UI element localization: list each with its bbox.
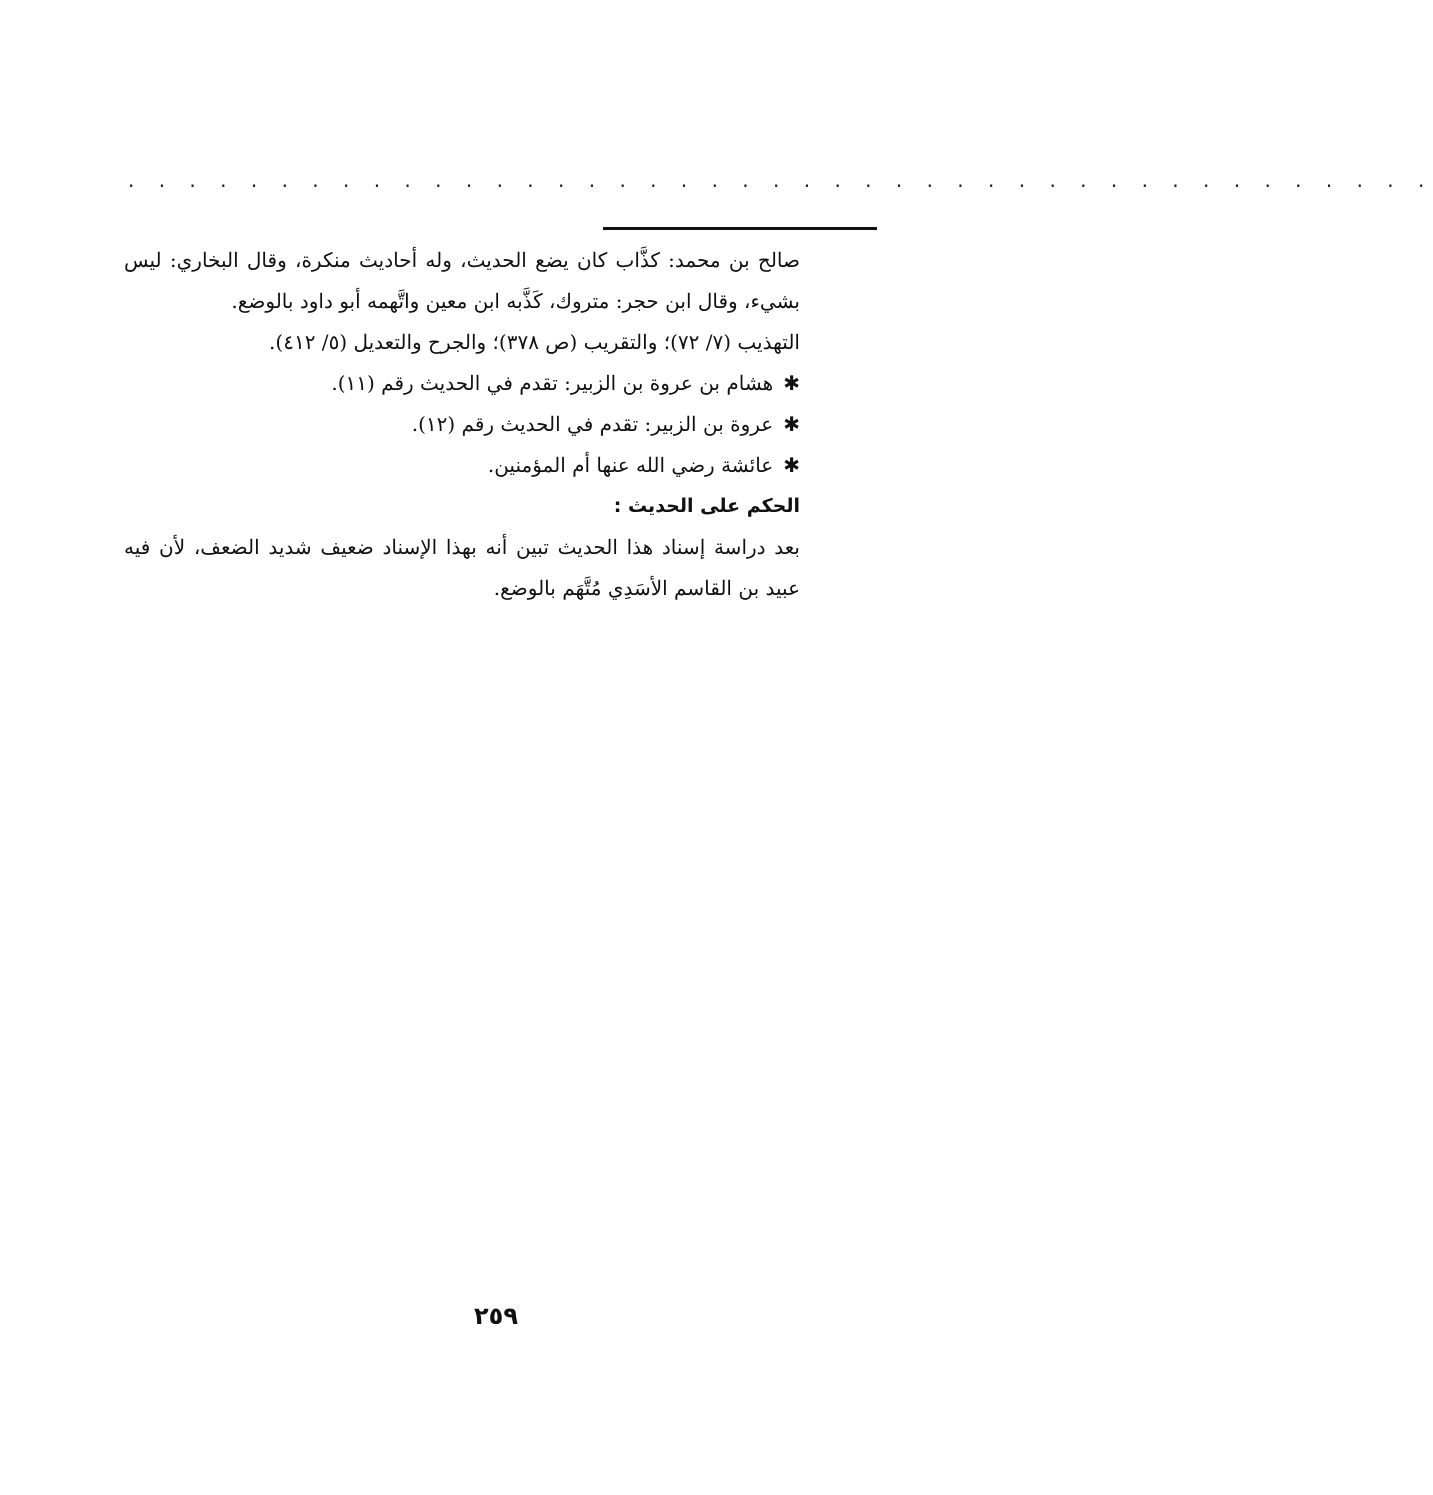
ruling-paragraph: بعد دراسة إسناد هذا الحديث تبين أنه بهذا الإسناد ضعيف شديد الضعف، لأن فيه عبيد بن القاسم الأسَدِي مُتَّهَم بالوضع. <box>124 535 800 600</box>
asterisk-icon: ✱ <box>783 453 800 477</box>
footnote-rule <box>603 227 877 230</box>
page-number: ٢٥٩ <box>474 1302 518 1330</box>
list-item <box>124 363 800 404</box>
list-item <box>124 445 800 486</box>
list-item-text: هشام بن عروة بن الزبير: تقدم في الحديث رقم (١١). <box>331 371 774 395</box>
dotted-separator: . . . . . . . . . . . . . . . . . . . . . . . . . . . . . . . . . . . . . . . . . . . <box>128 168 1433 192</box>
list-item-text: عائشة رضي الله عنها أم المؤمنين. <box>487 453 774 477</box>
narrator-description-paragraph: صالح بن محمد: كذَّاب كان يضع الحديث، وله أحاديث منكرة، وقال البخاري: ليس بشيء، وقال ابن حجر: متروك، كَذَّبه ابن معين واتَّهمه أبو داود بالوضع. <box>124 248 800 313</box>
section-heading: الحكم على الحديث : <box>613 495 800 517</box>
asterisk-icon: ✱ <box>783 412 800 436</box>
asterisk-icon: ✱ <box>783 371 800 395</box>
list-item-text: عروة بن الزبير: تقدم في الحديث رقم (١٢). <box>411 412 774 436</box>
sources-line: التهذيب (٧/ ٧٢)؛ والتقريب (ص ٣٧٨)؛ والجرح والتعديل (٥/ ٤١٢). <box>269 330 800 354</box>
list-item <box>124 404 800 445</box>
main-text <box>124 240 800 609</box>
